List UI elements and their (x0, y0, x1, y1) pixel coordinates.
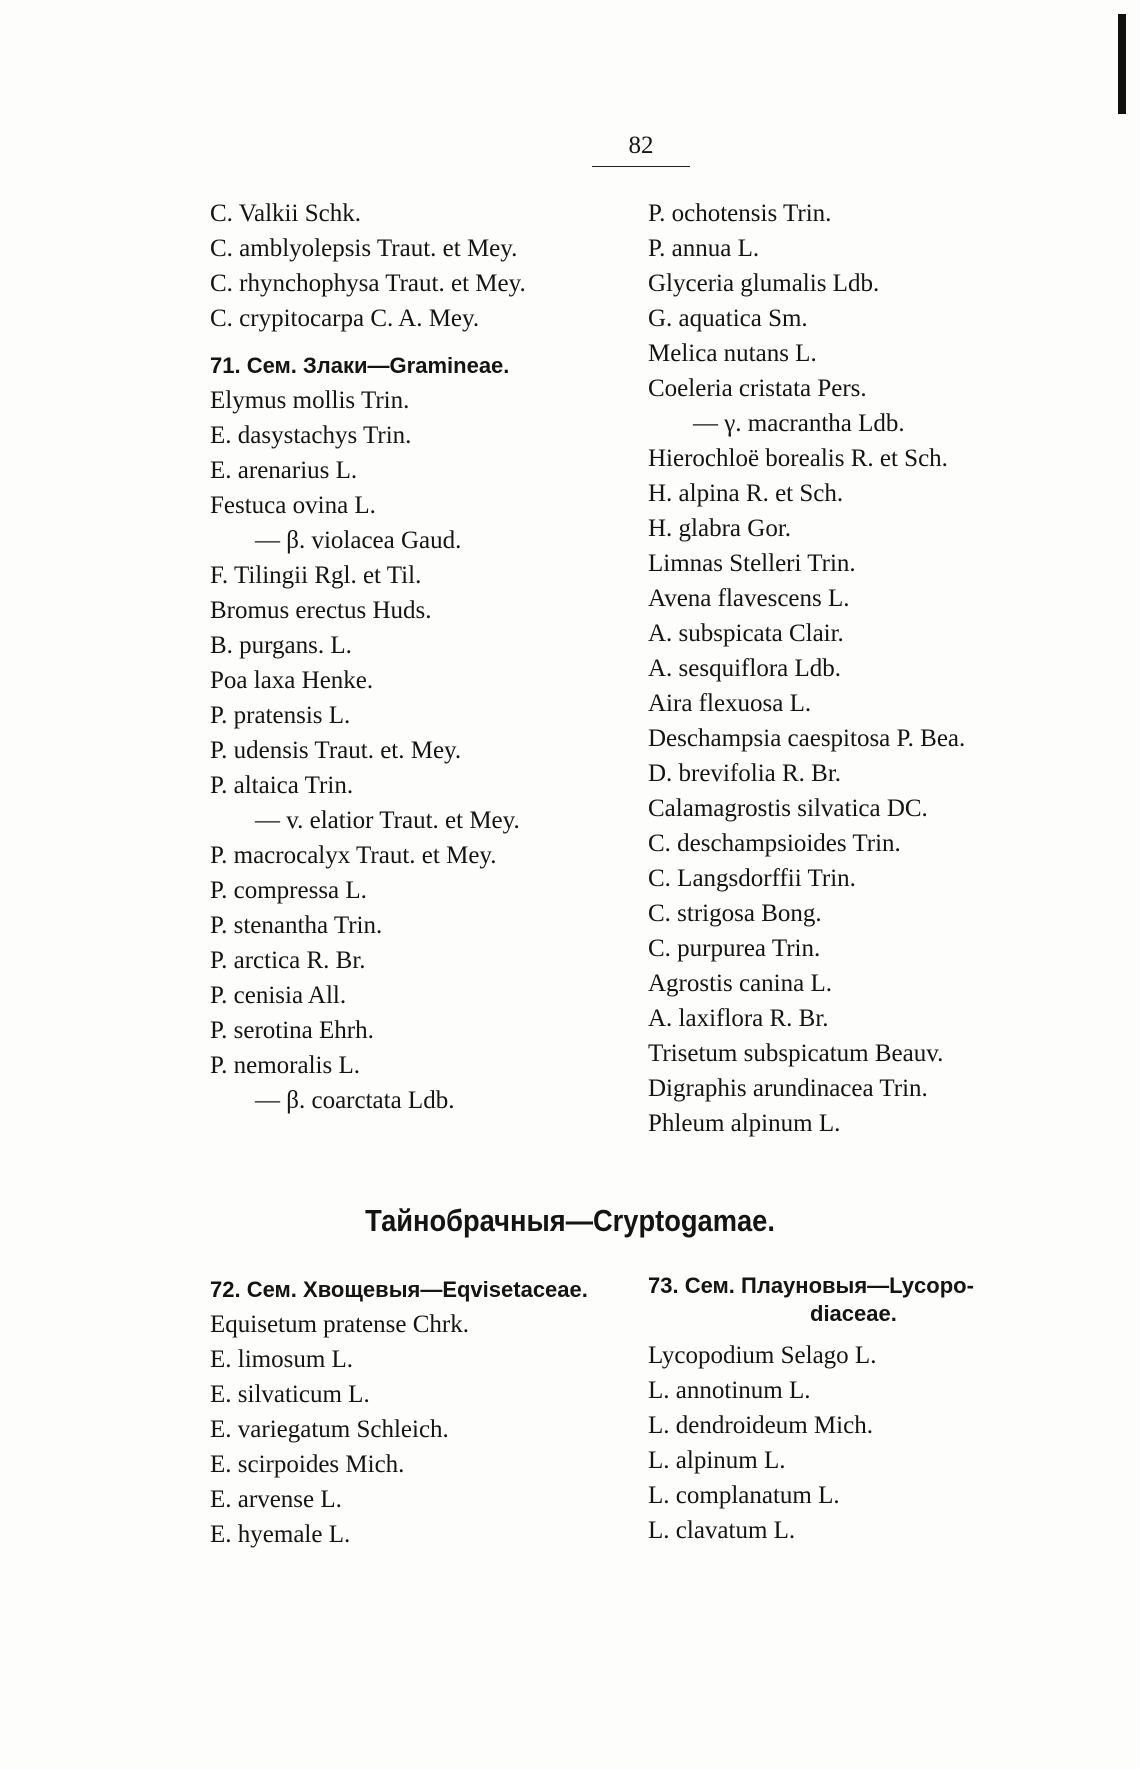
species-entry: E. dasystachys Trin. (210, 422, 412, 449)
species-entry: Bromus erectus Huds. (210, 597, 432, 624)
family-heading (648, 1272, 974, 1338)
species-entry: L. annotinum L. (648, 1377, 811, 1404)
species-entry: Hierochloë borealis R. et Sch. (648, 445, 948, 472)
species-entry: Equisetum pratense Chrk. (210, 1311, 469, 1338)
spacer (210, 336, 526, 348)
species-entry: A. laxiflora R. Br. (648, 1005, 829, 1032)
species-entry: E. hyemale L. (210, 1521, 351, 1548)
species-entry: C. deschampsioides Trin. (648, 830, 901, 857)
species-entry: G. aquatica Sm. (648, 305, 808, 332)
species-entry: Festuca ovina L. (210, 492, 376, 519)
species-entry: L. alpinum L. (648, 1447, 786, 1474)
family-heading-line: 73. Сем. Плауновыя—Lycopo- (648, 1273, 974, 1298)
species-entry: Coeleria cristata Pers. (648, 375, 867, 402)
family-heading: 71. Сем. Злаки—Gramineae. (210, 353, 510, 378)
species-column-right (648, 196, 965, 1141)
family-73-list (648, 1338, 974, 1548)
species-entry: P. annua L. (648, 235, 760, 262)
species-entry: Digraphis arundinacea Trin. (648, 1075, 928, 1102)
species-entry: E. variegatum Schleich. (210, 1416, 449, 1443)
species-entry: — γ. macrantha Ldb. (693, 410, 905, 437)
species-entry: C. rhynchophysa Traut. et Mey. (210, 270, 526, 297)
species-entry: Poa laxa Henke. (210, 667, 374, 694)
species-entry: C. amblyolepsis Traut. et Mey. (210, 235, 518, 262)
species-entry: P. macrocalyx Traut. et Mey. (210, 842, 497, 869)
species-entry: Trisetum subspicatum Beauv. (648, 1040, 944, 1067)
species-entry: — v. elatior Traut. et Mey. (255, 807, 520, 834)
species-entry: Phleum alpinum L. (648, 1110, 841, 1137)
species-entry: Limnas Stelleri Trin. (648, 550, 856, 577)
species-entry: P. compressa L. (210, 877, 367, 904)
species-entry: — β. coarctata Ldb. (255, 1087, 455, 1114)
species-entry: Deschampsia caespitosa P. Bea. (648, 725, 966, 752)
species-entry: C. Valkii Schk. (210, 200, 361, 227)
species-entry: E. silvaticum L. (210, 1381, 370, 1408)
family-72-list (210, 1307, 588, 1552)
species-entry: — β. violacea Gaud. (255, 527, 462, 554)
species-entry: Glyceria glumalis Ldb. (648, 270, 880, 297)
family-heading: 72. Сем. Хвощевыя—Eqvisetaceae. (210, 1277, 588, 1302)
species-entry: A. sesquiflora Ldb. (648, 655, 842, 682)
scan-edge-mark (1118, 14, 1126, 114)
species-entry: Agrostis canina L. (648, 970, 832, 997)
species-entry: B. purgans. L. (210, 632, 352, 659)
species-entry: H. alpina R. et Sch. (648, 480, 844, 507)
species-entry: P. ochotensis Trin. (648, 200, 832, 227)
species-entry: E. limosum L. (210, 1346, 354, 1373)
family-73-column (648, 1272, 974, 1548)
species-entry: P. cenisia All. (210, 982, 347, 1009)
species-entry: P. stenantha Trin. (210, 912, 383, 939)
section-title: Тайнобрачныя—Cryptogamae. (365, 1203, 775, 1238)
species-entry: C. Langsdorffii Trin. (648, 865, 856, 892)
species-entry: P. pratensis L. (210, 702, 351, 729)
species-entry: C. strigosa Bong. (648, 900, 822, 927)
species-entry: F. Tilingii Rgl. et Til. (210, 562, 422, 589)
species-entry: L. dendroideum Mich. (648, 1412, 873, 1439)
species-entry: P. nemoralis L. (210, 1052, 360, 1079)
species-entry: E. scirpoides Mich. (210, 1451, 405, 1478)
page-number: 82 (592, 132, 690, 167)
species-entry: A. subspicata Clair. (648, 620, 844, 647)
species-entry: L. complanatum L. (648, 1482, 840, 1509)
species-entry: Calamagrostis silvatica DC. (648, 795, 928, 822)
species-entry: Lycopodium Selago L. (648, 1342, 877, 1369)
species-entry: P. serotina Ehrh. (210, 1017, 374, 1044)
species-entry: C. purpurea Trin. (648, 935, 821, 962)
species-entry: P. arctica R. Br. (210, 947, 366, 974)
family-72-column (210, 1272, 588, 1552)
species-entry: P. udensis Traut. et. Mey. (210, 737, 462, 764)
species-entry: P. altaica Trin. (210, 772, 354, 799)
species-entry: L. clavatum L. (648, 1517, 796, 1544)
species-column-left (210, 196, 526, 1118)
species-entry: H. glabra Gor. (648, 515, 792, 542)
family-heading-line: diaceae. (810, 1301, 897, 1326)
species-entry: Avena flavescens L. (648, 585, 850, 612)
species-entry: E. arenarius L. (210, 457, 358, 484)
species-entry: D. brevifolia R. Br. (648, 760, 842, 787)
species-entry: Elymus mollis Trin. (210, 387, 410, 414)
species-entry: Melica nutans L. (648, 340, 817, 367)
species-entry: Aira flexuosa L. (648, 690, 812, 717)
species-entry: E. arvense L. (210, 1486, 342, 1513)
species-entry: C. crypitocarpa C. A. Mey. (210, 305, 480, 332)
